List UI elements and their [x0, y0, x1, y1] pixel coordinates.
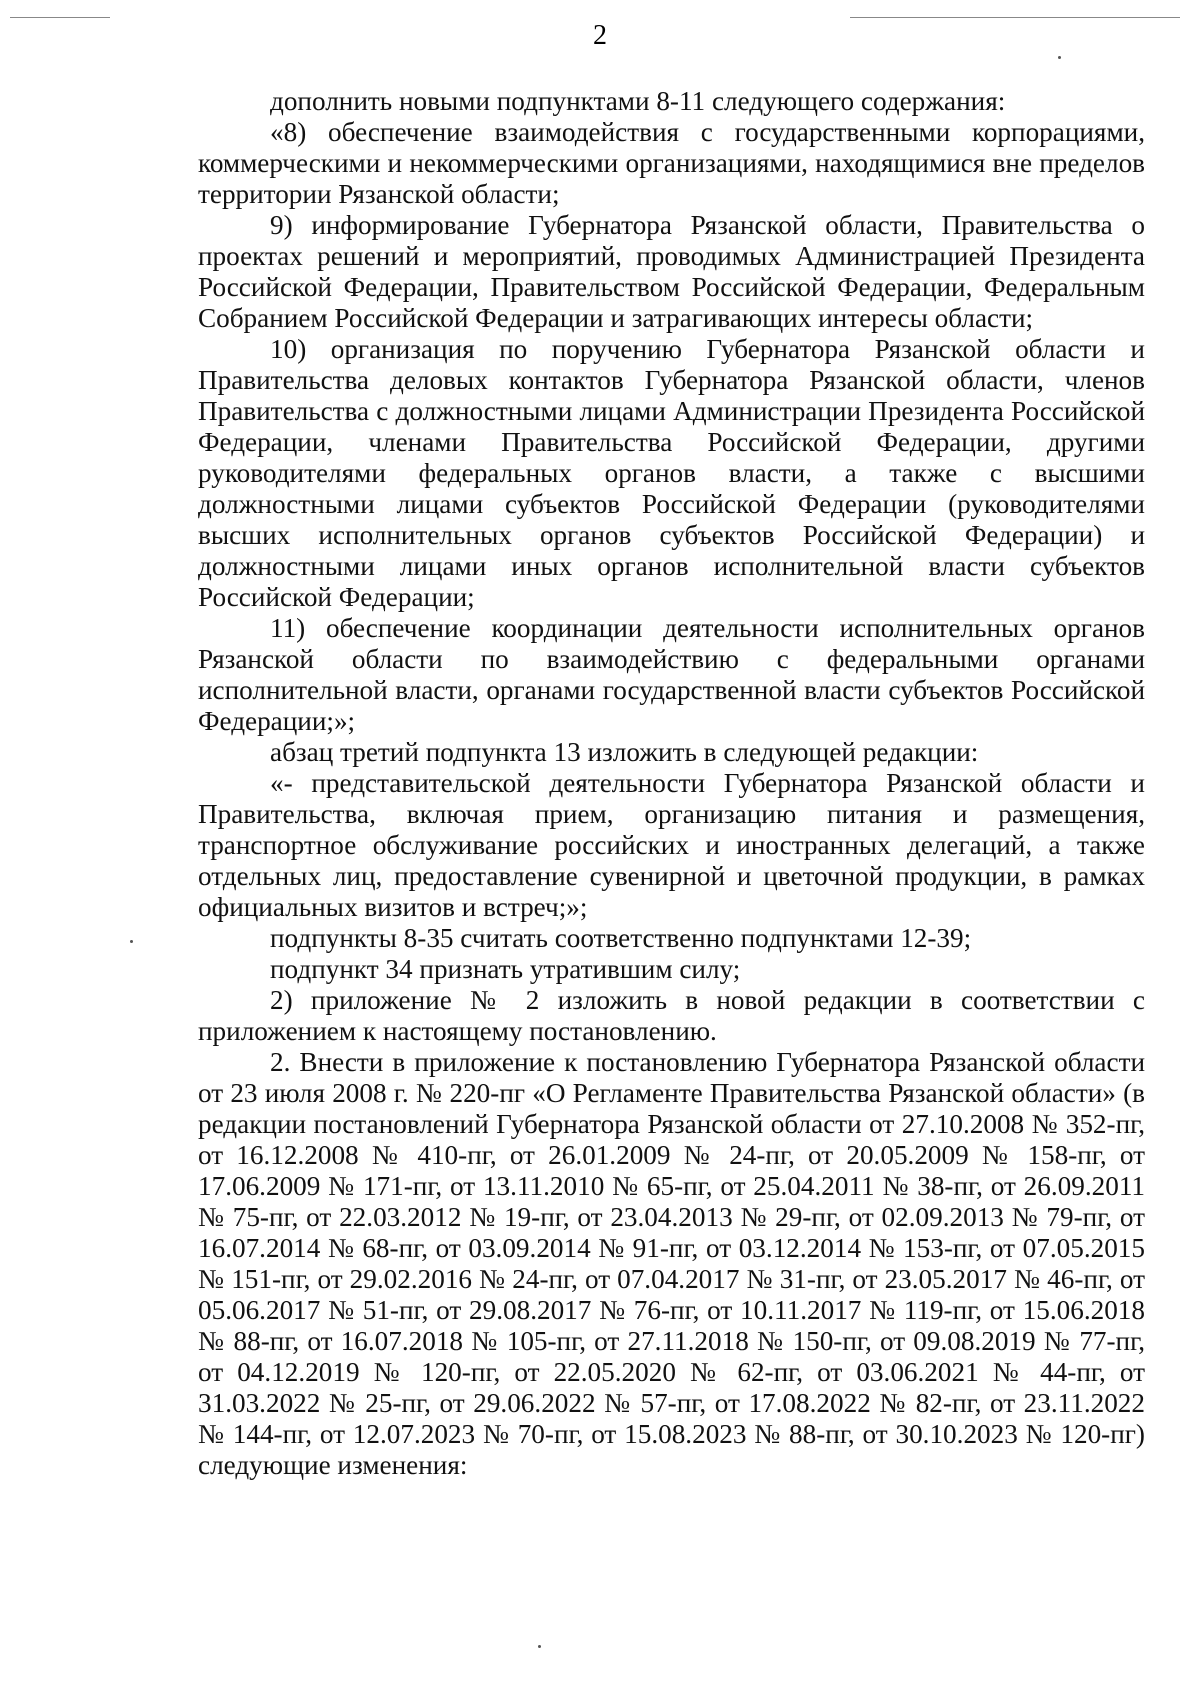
scan-speck — [130, 940, 133, 943]
paragraph: 10) организация по поручению Губернатора Рязанской области и Правительства деловых контактов Губернатора Рязанской области, членов Правительства с должностными лицами Администрации Президента Российской Федерации, членами Правительства Российской Федерации, другими руководителями федеральных органов власти, а также с высшими должностными лицами субъектов Российской Федерации (руководителями высших исполнительных органов субъектов Российской Федерации) и должностными лицами иных органов исполнительной власти субъектов Российской Федерации; — [198, 334, 1145, 612]
paragraph: подпункты 8-35 считать соответственно подпунктами 12-39; — [270, 923, 972, 953]
scan-speck — [538, 1645, 541, 1648]
paragraph: абзац третий подпункта 13 изложить в следующей редакции: — [270, 737, 979, 767]
paragraph: «8) обеспечение взаимодействия с государственными корпорациями, коммерческими и некоммерческими организациями, находящимися вне пределов территории Рязанской области; — [198, 117, 1145, 209]
document-body — [198, 86, 1145, 1481]
paragraph: подпункт 34 признать утратившим силу; — [270, 954, 741, 984]
scan-speck — [1058, 56, 1061, 59]
paragraph: «- представительской деятельности Губернатора Рязанской области и Правительства, включая прием, организацию питания и размещения, транспортное обслуживание российских и иностранных делегаций, а также отдельных лиц, предоставление сувенирной и цветочной продукции, в рамках официальных визитов и встреч;»; — [198, 768, 1145, 922]
scan-artifact — [10, 17, 110, 18]
paragraph: 2) приложение № 2 изложить в новой редакции в соответствии с приложением к настоящему постановлению. — [198, 985, 1145, 1046]
paragraph: дополнить новыми подпунктами 8-11 следующего содержания: — [270, 86, 1006, 116]
paragraph: 2. Внести в приложение к постановлению Губернатора Рязанской области от 23 июля 2008 г. № 220-пг «О Регламенте Правительства Рязанской области» (в редакции постановлений Губернатора Рязанской области от 27.10.2008 № 352-пг, от 16.12.2008 № 410-пг, от 26.01.2009 № 24-пг, от 20.05.2009 № 158-пг, от 17.06.2009 № 171-пг, от 13.11.2010 № 65-пг, от 25.04.2011 № 38-пг, от 26.09.2011 № 75-пг, от 22.03.2012 № 19-пг, от 23.04.2013 № 29-пг, от 02.09.2013 № 79-пг, от 16.07.2014 № 68-пг, от 03.09.2014 № 91-пг, от 03.12.2014 № 153-пг, от 07.05.2015 № 151-пг, от 29.02.2016 № 24-пг, от 07.04.2017 № 31-пг, от 23.05.2017 № 46-пг, от 05.06.2017 № 51-пг, от 29.08.2017 № 76-пг, от 10.11.2017 № 119-пг, от 15.06.2018 № 88-пг, от 16.07.2018 № 105-пг, от 27.11.2018 № 150-пг, от 09.08.2019 № 77-пг, от 04.12.2019 № 120-пг, от 22.05.2020 № 62-пг, от 03.06.2021 № 44-пг, от 31.03.2022 № 25-пг, от 29.06.2022 № 57-пг, от 17.08.2022 № 82-пг, от 23.11.2022 № 144-пг, от 12.07.2023 № 70-пг, от 15.08.2023 № 88-пг, от 30.10.2023 № 120-пг) следующие изменения: — [198, 1047, 1145, 1480]
page-number: 2 — [593, 20, 607, 51]
paragraph: 11) обеспечение координации деятельности исполнительных органов Рязанской области по взаимодействию с федеральными органами исполнительной власти, органами государственной власти субъектов Российской Федерации;»; — [198, 613, 1145, 736]
paragraph: 9) информирование Губернатора Рязанской области, Правительства о проектах решений и мероприятий, проводимых Администрацией Президента Российской Федерации, Правительством Российской Федерации, Федеральным Собранием Российской Федерации и затрагивающих интересы области; — [198, 210, 1145, 333]
scan-artifact — [850, 17, 1180, 18]
